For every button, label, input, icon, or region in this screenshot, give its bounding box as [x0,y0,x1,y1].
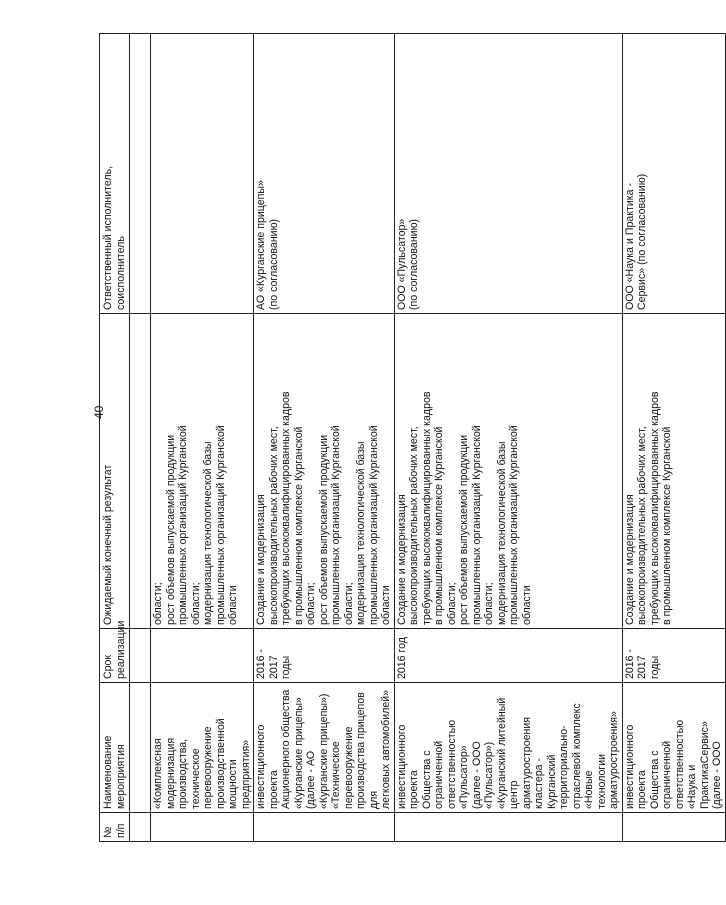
spacer-cell [130,813,151,842]
header-term: Срок реализации [100,629,130,683]
cell-term: 2016 год [394,629,622,683]
cell-executor: ООО «Пульсатор» (по согласованию) [394,34,622,314]
table-header-row [100,34,130,842]
cell-term [151,629,254,683]
cell-event: «Комплексная модернизация производства, техническое перевооружение производственной мощности предприятия» [151,683,254,813]
cell-executor: АО «Курганские прицепы» (по согласованию) [254,34,395,314]
spacer-cell [130,34,151,314]
cell-term: 2016 - 2017 годы [254,629,395,683]
header-number: № п/п [100,813,130,842]
cell-event: инвестиционного проекта Акционерного общества «Курганские прицепы» (далее - АО «Курганские прицепы») «Техническое перевооружение производства прицепов для легковых автомобилей» [254,683,395,813]
spacer-cell [130,314,151,629]
cell-term: 2016 - 2017 годы [622,629,725,683]
header-event-name: Наименование мероприятия [100,683,130,813]
cell-number [151,813,254,842]
cell-event: инвестиционного проекта Общества с ограниченной ответственностью «Наука и ПрактикаСервис» (далее - ООО [622,683,725,813]
page-number: 40 [92,405,106,419]
cell-executor: ООО «Наука и Практика - Сервис» (по согласованию) [622,34,725,314]
cell-number [254,813,395,842]
cell-result: Создание и модернизация высокопроизводительных рабочих мест, требующих высококвалифицированных кадров в промышленном комплексе Курганской [622,314,725,629]
cell-event: инвестиционного проекта Общества с ограниченной ответственностью «Пульсатор» (далее - ООО «Пульсатор») «Курганский литейный центр арматуростроения кластера - Курганский территориально- отраслевой комплекс «Новые технологии арматуростроения» [394,683,622,813]
cell-result: Создание и модернизация высокопроизводительных рабочих мест, требующих высококвалифицированных кадров в промышленном комплексе Курганской области; рост объемов выпускаемой продукции промышленных организаций Курганской области; модернизация технологической базы промышленных организаций Курганской области [254,314,395,629]
spacer-cell [130,683,151,813]
cell-number [394,813,622,842]
table-row [151,34,254,842]
table-row [622,34,725,842]
cell-result: Создание и модернизация высокопроизводительных рабочих мест, требующих высококвалифицированных кадров в промышленном комплексе Курганской области; рост объемов выпускаемой продукции промышленных организаций Курганской области; модернизация технологической базы промышленных организаций Курганской области [394,314,622,629]
spacer-cell [130,629,151,683]
header-executor: Ответственный исполнитель, соисполнитель [100,34,130,314]
rotated-page-content [99,34,723,842]
measures-table [99,33,726,842]
table-row [254,34,395,842]
cell-number [622,813,725,842]
table-row [394,34,622,842]
table-row-spacer [130,34,151,842]
header-expected-result: Ожидаемый конечный результат [100,314,130,629]
cell-executor [151,34,254,314]
cell-result: области; рост объемов выпускаемой продукции промышленных организаций Курганской области; модернизация технологической базы промышленных организаций Курганской области [151,314,254,629]
